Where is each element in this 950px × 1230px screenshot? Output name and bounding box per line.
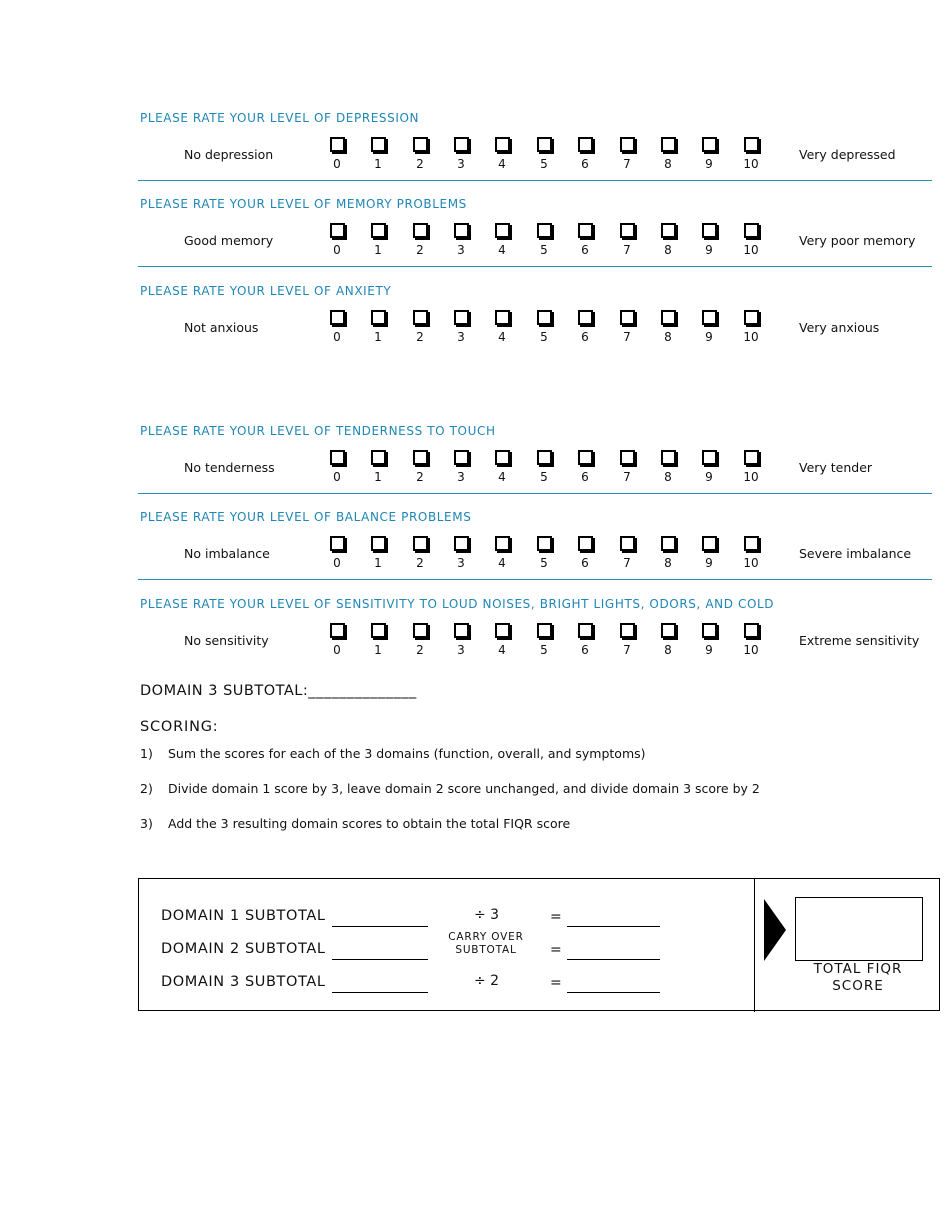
rating-number: 2 — [416, 243, 424, 257]
domain3-subtotal-line: DOMAIN 3 SUBTOTAL:______________ — [140, 683, 417, 699]
checkbox-icon[interactable] — [537, 223, 552, 238]
rating-number: 0 — [333, 556, 341, 570]
scale-max-label: Very poor memory — [799, 233, 916, 248]
rating-option-8[interactable] — [653, 137, 683, 171]
checkbox-icon[interactable] — [537, 536, 552, 551]
rating-number: 2 — [416, 556, 424, 570]
rating-number: 0 — [333, 157, 341, 171]
checkbox-icon[interactable] — [661, 450, 676, 465]
rating-option-2[interactable] — [405, 223, 435, 257]
rating-option-2[interactable] — [405, 310, 435, 344]
checkbox-icon[interactable] — [495, 310, 510, 325]
section-title: PLEASE RATE YOUR LEVEL OF TENDERNESS TO TOUCH — [140, 424, 496, 438]
rating-number: 9 — [705, 643, 713, 657]
rating-option-4[interactable] — [487, 623, 517, 657]
rating-number: 8 — [664, 643, 672, 657]
rating-option-6[interactable] — [570, 137, 600, 171]
rating-section — [138, 197, 932, 267]
rating-number: 10 — [743, 643, 759, 657]
equals-sign: = — [550, 975, 562, 991]
checkbox-icon[interactable] — [413, 137, 428, 152]
scale-max-label: Very tender — [799, 460, 873, 475]
rating-option-6[interactable] — [570, 623, 600, 657]
rating-option-0[interactable] — [322, 137, 352, 171]
checkbox-icon[interactable] — [661, 310, 676, 325]
checkbox-icon[interactable] — [371, 536, 386, 551]
rating-option-5[interactable] — [529, 137, 559, 171]
rating-option-8[interactable] — [653, 310, 683, 344]
carry-over-line2: SUBTOTAL — [455, 944, 517, 956]
checkbox-icon[interactable] — [744, 623, 759, 638]
rating-option-7[interactable] — [612, 223, 642, 257]
rating-option-5[interactable] — [529, 536, 559, 570]
rating-number: 5 — [540, 157, 548, 171]
rating-option-9[interactable] — [694, 137, 724, 171]
rating-number: 9 — [705, 556, 713, 570]
step-text: Divide domain 1 score by 3, leave domain 2 score unchanged, and divide domain 3 score by 2 — [168, 781, 760, 796]
rating-number: 7 — [623, 243, 631, 257]
checkbox-icon[interactable] — [495, 536, 510, 551]
rating-option-7[interactable] — [612, 137, 642, 171]
scale-min-label: No tenderness — [184, 460, 275, 475]
checkbox-icon[interactable] — [330, 623, 345, 638]
rating-number: 4 — [498, 243, 506, 257]
rating-number: 5 — [540, 243, 548, 257]
rating-number: 4 — [498, 470, 506, 484]
checkbox-icon[interactable] — [537, 137, 552, 152]
rating-option-10[interactable] — [736, 450, 766, 484]
rating-option-4[interactable] — [487, 310, 517, 344]
rating-option-0[interactable] — [322, 536, 352, 570]
rating-section — [138, 510, 932, 580]
rating-option-8[interactable] — [653, 450, 683, 484]
rating-number: 0 — [333, 330, 341, 344]
rating-number: 3 — [457, 643, 465, 657]
checkbox-icon[interactable] — [578, 223, 593, 238]
rating-number: 1 — [374, 556, 382, 570]
rating-number: 6 — [581, 157, 589, 171]
rating-number: 8 — [664, 470, 672, 484]
carry-over-line1: CARRY OVER — [448, 931, 524, 943]
rating-number: 3 — [457, 556, 465, 570]
checkbox-icon[interactable] — [413, 450, 428, 465]
rating-option-9[interactable] — [694, 623, 724, 657]
rating-number: 2 — [416, 643, 424, 657]
rating-option-9[interactable] — [694, 310, 724, 344]
rating-number: 4 — [498, 643, 506, 657]
domain2-subtotal-label: DOMAIN 2 SUBTOTAL — [161, 941, 326, 957]
checkbox-icon[interactable] — [537, 623, 552, 638]
domain3-result-blank[interactable] — [567, 992, 660, 993]
rating-option-10[interactable] — [736, 137, 766, 171]
scale-max-label: Severe imbalance — [799, 546, 912, 561]
rating-option-10[interactable] — [736, 623, 766, 657]
rating-number: 7 — [623, 470, 631, 484]
step-text: Add the 3 resulting domain scores to obtain the total FIQR score — [168, 816, 571, 831]
rating-option-1[interactable] — [363, 623, 393, 657]
checkbox-icon[interactable] — [702, 623, 717, 638]
rating-option-8[interactable] — [653, 223, 683, 257]
scale-min-label: No imbalance — [184, 546, 270, 561]
checkbox-icon[interactable] — [661, 623, 676, 638]
rating-number: 10 — [743, 470, 759, 484]
rating-option-7[interactable] — [612, 450, 642, 484]
rating-number: 10 — [743, 157, 759, 171]
checkbox-icon[interactable] — [413, 223, 428, 238]
total-fiqr-score-box[interactable] — [795, 897, 923, 961]
checkbox-icon[interactable] — [454, 450, 469, 465]
rating-option-6[interactable] — [570, 536, 600, 570]
rating-number: 10 — [743, 556, 759, 570]
rating-number: 9 — [705, 330, 713, 344]
rating-option-1[interactable] — [363, 536, 393, 570]
checkbox-icon[interactable] — [413, 310, 428, 325]
checkbox-icon[interactable] — [413, 536, 428, 551]
scale-min-label: Not anxious — [184, 320, 259, 335]
rating-number: 5 — [540, 330, 548, 344]
section-title: PLEASE RATE YOUR LEVEL OF DEPRESSION — [140, 111, 420, 125]
rating-number: 6 — [581, 643, 589, 657]
equals-sign: = — [550, 942, 562, 958]
checkbox-icon[interactable] — [495, 623, 510, 638]
rating-option-9[interactable] — [694, 450, 724, 484]
step-text: Sum the scores for each of the 3 domains (function, overall, and symptoms) — [168, 746, 646, 761]
domain3-subtotal-blank[interactable] — [332, 992, 428, 993]
scale-max-label: Extreme sensitivity — [799, 633, 920, 648]
rating-option-0[interactable] — [322, 623, 352, 657]
divide-by-2: ÷ 2 — [474, 973, 500, 989]
scale-min-label: No depression — [184, 147, 274, 162]
scoring-step-3 — [140, 816, 570, 831]
step-number: 1) — [140, 746, 153, 761]
rating-option-9[interactable] — [694, 223, 724, 257]
rating-number: 8 — [664, 157, 672, 171]
checkbox-icon[interactable] — [744, 450, 759, 465]
score-box-divider — [754, 879, 755, 1012]
rating-option-6[interactable] — [570, 310, 600, 344]
rating-number: 1 — [374, 330, 382, 344]
checkbox-icon[interactable] — [454, 137, 469, 152]
rating-option-10[interactable] — [736, 536, 766, 570]
total-label-line2: SCORE — [832, 978, 884, 994]
rating-option-7[interactable] — [612, 623, 642, 657]
section-title: PLEASE RATE YOUR LEVEL OF MEMORY PROBLEMS — [140, 197, 467, 211]
carry-over-subtotal — [435, 931, 537, 957]
checkbox-icon[interactable] — [330, 450, 345, 465]
checkbox-icon[interactable] — [371, 623, 386, 638]
checkbox-icon[interactable] — [620, 536, 635, 551]
rating-section — [138, 111, 932, 181]
checkbox-icon[interactable] — [620, 623, 635, 638]
checkbox-icon[interactable] — [330, 536, 345, 551]
rating-number: 3 — [457, 243, 465, 257]
rating-number: 6 — [581, 243, 589, 257]
rating-option-3[interactable] — [446, 310, 476, 344]
rating-option-5[interactable] — [529, 450, 559, 484]
rating-number: 8 — [664, 330, 672, 344]
checkbox-icon[interactable] — [702, 223, 717, 238]
total-fiqr-score-label — [784, 961, 932, 995]
rating-number: 0 — [333, 243, 341, 257]
rating-option-9[interactable] — [694, 536, 724, 570]
checkbox-icon[interactable] — [454, 623, 469, 638]
checkbox-icon[interactable] — [537, 310, 552, 325]
rating-number: 1 — [374, 470, 382, 484]
rating-option-4[interactable] — [487, 137, 517, 171]
checkbox-icon[interactable] — [454, 310, 469, 325]
rating-number: 1 — [374, 157, 382, 171]
scoring-heading: SCORING: — [140, 719, 219, 735]
rating-number: 0 — [333, 643, 341, 657]
arrow-right-icon — [764, 899, 786, 961]
scoring-step-1 — [140, 746, 646, 761]
checkbox-icon[interactable] — [578, 536, 593, 551]
rating-option-10[interactable] — [736, 223, 766, 257]
rating-option-3[interactable] — [446, 223, 476, 257]
rating-number: 9 — [705, 243, 713, 257]
rating-number: 6 — [581, 470, 589, 484]
domain2-subtotal-blank[interactable] — [332, 959, 428, 960]
rating-number: 3 — [457, 330, 465, 344]
rating-number: 10 — [743, 243, 759, 257]
equals-sign: = — [550, 909, 562, 925]
rating-option-3[interactable] — [446, 623, 476, 657]
rating-number: 2 — [416, 157, 424, 171]
section-title: PLEASE RATE YOUR LEVEL OF SENSITIVITY TO LOUD NOISES, BRIGHT LIGHTS, ODORS, AND COLD — [140, 597, 775, 611]
checkbox-icon[interactable] — [578, 623, 593, 638]
checkbox-icon[interactable] — [620, 223, 635, 238]
scoring-step-2 — [140, 781, 760, 796]
scale-min-label: Good memory — [184, 233, 274, 248]
checkbox-icon[interactable] — [495, 450, 510, 465]
rating-option-0[interactable] — [322, 450, 352, 484]
step-number: 3) — [140, 816, 153, 831]
domain1-result-blank[interactable] — [567, 926, 660, 927]
rating-option-7[interactable] — [612, 310, 642, 344]
rating-number: 3 — [457, 157, 465, 171]
checkbox-icon[interactable] — [330, 137, 345, 152]
rating-option-8[interactable] — [653, 536, 683, 570]
rating-number: 8 — [664, 243, 672, 257]
rating-number: 8 — [664, 556, 672, 570]
section-title: PLEASE RATE YOUR LEVEL OF BALANCE PROBLEMS — [140, 510, 472, 524]
rating-number: 4 — [498, 330, 506, 344]
checkbox-icon[interactable] — [454, 536, 469, 551]
checkbox-icon[interactable] — [330, 223, 345, 238]
domain3-subtotal-label: DOMAIN 3 SUBTOTAL — [161, 974, 326, 990]
rating-option-10[interactable] — [736, 310, 766, 344]
checkbox-icon[interactable] — [702, 310, 717, 325]
rating-number: 2 — [416, 470, 424, 484]
domain2-result-blank[interactable] — [567, 959, 660, 960]
rating-number: 2 — [416, 330, 424, 344]
checkbox-icon[interactable] — [413, 623, 428, 638]
rating-number: 7 — [623, 643, 631, 657]
rating-section — [138, 597, 932, 666]
rating-option-3[interactable] — [446, 450, 476, 484]
checkbox-icon[interactable] — [702, 536, 717, 551]
checkbox-icon[interactable] — [330, 310, 345, 325]
checkbox-icon[interactable] — [495, 137, 510, 152]
rating-option-2[interactable] — [405, 536, 435, 570]
rating-number: 1 — [374, 243, 382, 257]
checkbox-icon[interactable] — [744, 137, 759, 152]
rating-number: 7 — [623, 157, 631, 171]
checkbox-icon[interactable] — [744, 223, 759, 238]
rating-option-5[interactable] — [529, 623, 559, 657]
checkbox-icon[interactable] — [495, 223, 510, 238]
checkbox-icon[interactable] — [661, 223, 676, 238]
rating-option-0[interactable] — [322, 223, 352, 257]
rating-option-0[interactable] — [322, 310, 352, 344]
checkbox-icon[interactable] — [371, 137, 386, 152]
checkbox-icon[interactable] — [371, 310, 386, 325]
divide-by-3: ÷ 3 — [474, 907, 500, 923]
rating-number: 7 — [623, 556, 631, 570]
rating-option-5[interactable] — [529, 223, 559, 257]
checkbox-icon[interactable] — [661, 536, 676, 551]
score-calculation-box — [138, 878, 940, 1011]
rating-option-3[interactable] — [446, 137, 476, 171]
rating-option-4[interactable] — [487, 223, 517, 257]
checkbox-icon[interactable] — [744, 310, 759, 325]
checkbox-icon[interactable] — [702, 450, 717, 465]
rating-option-3[interactable] — [446, 536, 476, 570]
checkbox-icon[interactable] — [578, 450, 593, 465]
rating-option-1[interactable] — [363, 310, 393, 344]
scale-max-label: Very depressed — [799, 147, 896, 162]
checkbox-icon[interactable] — [620, 450, 635, 465]
checkbox-icon[interactable] — [620, 137, 635, 152]
total-label-line1: TOTAL FIQR — [813, 961, 903, 977]
rating-option-1[interactable] — [363, 223, 393, 257]
rating-number: 10 — [743, 330, 759, 344]
domain1-subtotal-blank[interactable] — [332, 926, 428, 927]
rating-option-7[interactable] — [612, 536, 642, 570]
rating-number: 5 — [540, 470, 548, 484]
rating-number: 7 — [623, 330, 631, 344]
rating-option-6[interactable] — [570, 450, 600, 484]
checkbox-icon[interactable] — [702, 137, 717, 152]
rating-number: 9 — [705, 470, 713, 484]
rating-option-2[interactable] — [405, 137, 435, 171]
rating-option-2[interactable] — [405, 623, 435, 657]
checkbox-icon[interactable] — [371, 223, 386, 238]
rating-number: 6 — [581, 556, 589, 570]
checkbox-icon[interactable] — [371, 450, 386, 465]
rating-number: 5 — [540, 556, 548, 570]
checkbox-icon[interactable] — [578, 310, 593, 325]
rating-number: 9 — [705, 157, 713, 171]
checkbox-icon[interactable] — [537, 450, 552, 465]
rating-option-2[interactable] — [405, 450, 435, 484]
checkbox-icon[interactable] — [744, 536, 759, 551]
checkbox-icon[interactable] — [578, 137, 593, 152]
rating-option-6[interactable] — [570, 223, 600, 257]
checkbox-icon[interactable] — [620, 310, 635, 325]
section-title: PLEASE RATE YOUR LEVEL OF ANXIETY — [140, 284, 392, 298]
rating-option-1[interactable] — [363, 450, 393, 484]
rating-number: 6 — [581, 330, 589, 344]
rating-option-1[interactable] — [363, 137, 393, 171]
rating-option-8[interactable] — [653, 623, 683, 657]
rating-number: 1 — [374, 643, 382, 657]
rating-number: 5 — [540, 643, 548, 657]
checkbox-icon[interactable] — [454, 223, 469, 238]
rating-option-4[interactable] — [487, 450, 517, 484]
rating-section — [138, 284, 932, 353]
rating-option-5[interactable] — [529, 310, 559, 344]
rating-number: 0 — [333, 470, 341, 484]
rating-number: 4 — [498, 157, 506, 171]
rating-number: 4 — [498, 556, 506, 570]
rating-option-4[interactable] — [487, 536, 517, 570]
checkbox-icon[interactable] — [661, 137, 676, 152]
rating-section — [138, 424, 932, 494]
step-number: 2) — [140, 781, 153, 796]
domain1-subtotal-label: DOMAIN 1 SUBTOTAL — [161, 908, 326, 924]
scale-max-label: Very anxious — [799, 320, 880, 335]
rating-number: 3 — [457, 470, 465, 484]
scale-min-label: No sensitivity — [184, 633, 269, 648]
